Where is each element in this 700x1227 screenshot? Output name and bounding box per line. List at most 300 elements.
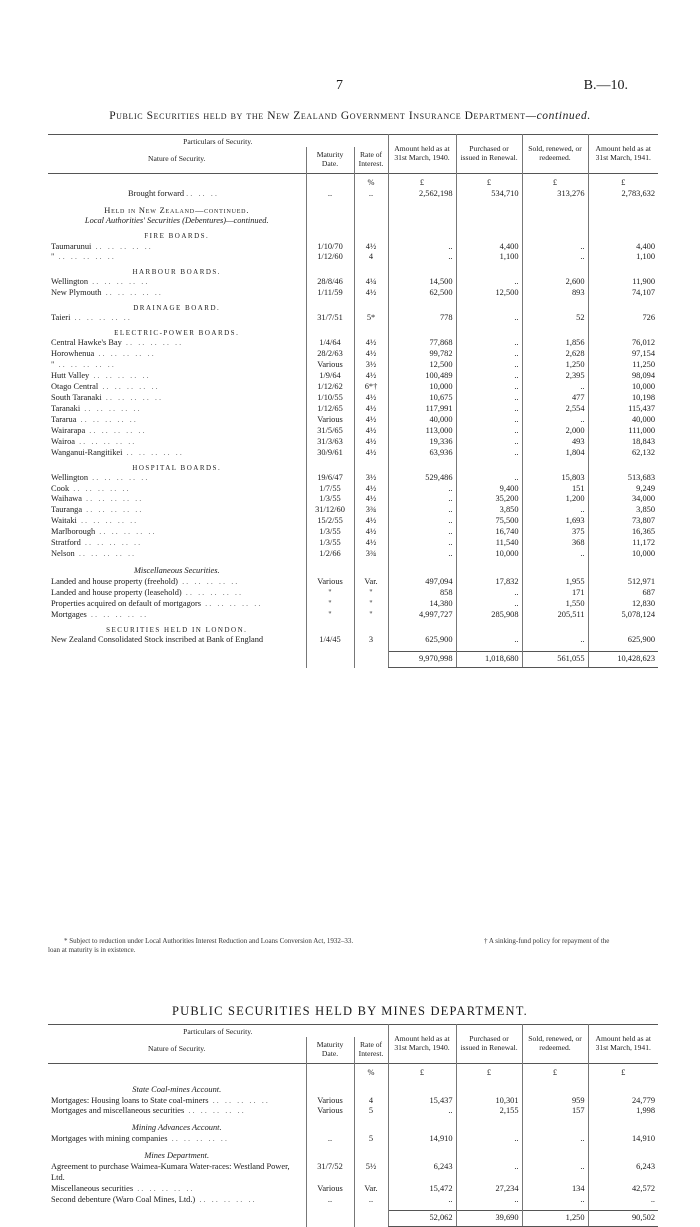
held-1941-cell: 115,437 (588, 404, 658, 415)
blank-cell (456, 1079, 522, 1096)
held-1940-cell: 99,782 (388, 349, 456, 360)
held-1941-cell: 111,000 (588, 426, 658, 437)
rate-cell: .. (354, 1195, 388, 1206)
security-name: Wairoa (51, 436, 75, 446)
held-1941-cell: 98,094 (588, 371, 658, 382)
held-1940-cell: .. (388, 549, 456, 560)
table-row (48, 404, 658, 415)
maturity-cell: 1/12/62 (306, 382, 354, 393)
table-row (48, 516, 658, 527)
rate-cell: 4½ (354, 404, 388, 415)
sold-cell: 2,395 (522, 371, 588, 382)
maturity-cell: 30/9/61 (306, 448, 354, 459)
table-row (48, 610, 658, 621)
blank-cell (306, 560, 354, 577)
held-1940-cell: 15,437 (388, 1096, 456, 1107)
security-name: Landed and house property (leasehold) (51, 587, 182, 597)
section-heading: Mines Department. (144, 1151, 210, 1161)
sold-cell: 493 (522, 437, 588, 448)
security-name-cell: Mortgages and miscellaneous securities .. .. .. .. .. (51, 1106, 246, 1116)
total-label-cell (48, 652, 306, 668)
purchased-cell: 9,400 (456, 484, 522, 495)
total-row (48, 1211, 658, 1227)
held-1940-unit: £ (388, 173, 456, 188)
security-name: Marlborough (51, 527, 96, 537)
blank-cell (388, 621, 456, 635)
blank-cell (456, 227, 522, 241)
blank-cell (588, 227, 658, 241)
sold-cell: 1,693 (522, 516, 588, 527)
security-name-cell: Properties acquired on default of mortgagors .. .. .. .. .. (51, 598, 263, 608)
security-name: Properties acquired on default of mortgagors (51, 598, 202, 608)
purchased-cell: .. (456, 635, 522, 646)
held-1941-cell: 11,250 (588, 360, 658, 371)
rate-cell: " (354, 588, 388, 599)
rate-cell: 5½ (354, 1162, 388, 1184)
group-heading: FIRE BOARDS. (144, 232, 210, 241)
brought-forward-sold: 313,276 (522, 189, 588, 200)
held-1940-cell: .. (388, 516, 456, 527)
blank-cell (522, 1079, 588, 1096)
sold-cell: .. (522, 635, 588, 646)
security-name-cell: Cook .. .. .. .. .. (51, 483, 131, 493)
maturity-cell: 31/12/60 (306, 505, 354, 516)
security-name-cell: Taranaki .. .. .. .. .. (51, 403, 142, 413)
security-name-cell: " .. .. .. .. .. (51, 360, 116, 370)
table-row (48, 277, 658, 288)
blank-cell (388, 1145, 456, 1162)
purchased-cell: 4,400 (456, 242, 522, 253)
total-held-1941: 10,428,623 (588, 652, 658, 668)
blank-cell (354, 621, 388, 635)
purchased-cell: .. (456, 393, 522, 404)
sold-cell: 477 (522, 393, 588, 404)
purchased-cell: .. (456, 448, 522, 459)
section-heading-row (48, 1117, 658, 1134)
security-name-cell: Otago Central .. .. .. .. .. (51, 382, 160, 392)
security-name-cell: South Taranaki .. .. .. .. .. (51, 393, 164, 402)
security-name: " (51, 360, 55, 370)
maturity-cell: Various (306, 1106, 354, 1117)
blank-cell (456, 459, 522, 473)
sold-cell: 1,550 (522, 599, 588, 610)
security-name: Tararua (51, 414, 77, 424)
sold-cell: .. (522, 252, 588, 263)
held-1940-cell: 497,094 (388, 577, 456, 588)
rate-cell: 4½ (354, 484, 388, 495)
maturity-cell: 1/10/70 (306, 242, 354, 253)
held-1941-cell: 11,900 (588, 277, 658, 288)
table-row (48, 252, 658, 263)
held-1941-header: Amount held as at 31st March, 1941. (588, 135, 658, 174)
sold-cell: 2,000 (522, 426, 588, 437)
blank-cell (354, 1211, 388, 1227)
security-name-cell: Wellington .. .. .. .. .. (51, 277, 150, 287)
blank-cell (388, 299, 456, 313)
security-name-cell: Landed and house property (freehold) .. .. .. .. .. (51, 576, 240, 586)
sold-header: Sold, renewed, or redeemed. (522, 135, 588, 174)
maturity-cell: 15/2/55 (306, 516, 354, 527)
maturity-cell: 31/7/51 (306, 313, 354, 324)
maturity-cell: 1/11/59 (306, 288, 354, 299)
purchased-cell: 27,234 (456, 1184, 522, 1195)
rate-cell: 5* (354, 313, 388, 324)
held-1941-cell: 10,000 (588, 549, 658, 560)
maturity-cell: " (306, 610, 354, 621)
maturity-cell: Various (306, 360, 354, 371)
section-heading: State Coal-mines Account. (132, 1084, 222, 1094)
held-1941-cell: 76,012 (588, 338, 658, 349)
blank-cell (388, 560, 456, 577)
held-1941-cell: 16,365 (588, 527, 658, 538)
security-name: Landed and house property (freehold) (51, 576, 178, 586)
purchased-cell: 35,200 (456, 494, 522, 505)
group-heading-row (48, 299, 658, 313)
footnote-star: * Subject to reduction under Local Authorities Interest Reduction and Loans Conversion Act, 1932–33. (64, 937, 354, 945)
security-name: Second debenture (Waro Coal Mines, Ltd.) (51, 1194, 196, 1204)
purchased-cell: .. (456, 437, 522, 448)
security-name-cell (48, 1162, 306, 1184)
sold-cell: 205,511 (522, 610, 588, 621)
table-row (48, 494, 658, 505)
blank-cell (354, 299, 388, 313)
blank-cell (306, 1079, 354, 1096)
held-1941-unit: £ (588, 173, 658, 188)
blank-cell (388, 1079, 456, 1096)
sold-cell: 134 (522, 1184, 588, 1195)
purchased-cell: .. (456, 382, 522, 393)
blank-cell (388, 263, 456, 277)
purchased-cell: .. (456, 277, 522, 288)
t2-sold-unit: £ (522, 1063, 588, 1078)
security-name: Nelson (51, 549, 75, 559)
rate-cell: 3½ (354, 360, 388, 371)
blank-cell (354, 1145, 388, 1162)
held-1940-cell: 14,910 (388, 1134, 456, 1145)
blank-cell (456, 621, 522, 635)
held-1940-cell: 62,500 (388, 288, 456, 299)
table-row (48, 1096, 658, 1107)
purchased-cell: .. (456, 473, 522, 484)
maturity-cell: 1/4/64 (306, 338, 354, 349)
brought-forward-held-1941: 2,783,632 (588, 189, 658, 200)
blank-cell (588, 1079, 658, 1096)
rate-cell: 4½ (354, 288, 388, 299)
table-row (48, 538, 658, 549)
held-1940-header: Amount held as at 31st March, 1940. (388, 135, 456, 174)
held-1940-cell: 113,000 (388, 426, 456, 437)
held-1940-cell: 10,000 (388, 382, 456, 393)
rate-cell: " (354, 610, 388, 621)
security-name-cell: Mortgages with mining companies .. .. .. .. .. (51, 1134, 229, 1144)
t2-purchased-header: Purchased or issued in Renewal. (456, 1025, 522, 1064)
held-1940-cell: .. (388, 252, 456, 263)
sold-unit: £ (522, 173, 588, 188)
held-1940-cell: 14,380 (388, 599, 456, 610)
blank-cell (354, 227, 388, 241)
purchased-cell: .. (456, 1162, 522, 1184)
blank-cell (588, 560, 658, 577)
blank-cell (588, 459, 658, 473)
maturity-cell: 1/12/60 (306, 252, 354, 263)
table-row (48, 1134, 658, 1145)
blank-cell (388, 227, 456, 241)
footnote-dagger-b: loan at maturity is in existence. (48, 946, 136, 954)
blank-cell (456, 1117, 522, 1134)
held-1940-cell: .. (388, 1195, 456, 1206)
security-name-cell: Horowhenua .. .. .. .. .. (51, 349, 156, 359)
security-name: Horowhenua (51, 349, 95, 359)
table-row (48, 448, 658, 459)
blank-cell (306, 324, 354, 338)
security-name: Wellington (51, 277, 89, 287)
table-row (48, 437, 658, 448)
held-1941-cell: 10,000 (588, 382, 658, 393)
held-1940-cell: 12,500 (388, 360, 456, 371)
t2-sold-header: Sold, renewed, or redeemed. (522, 1025, 588, 1064)
section-held-nz: Held in New Zealand—continued. (104, 205, 250, 215)
blank-cell (354, 560, 388, 577)
blank-cell (522, 299, 588, 313)
security-name: Taieri (51, 313, 71, 323)
purchased-cell: 11,540 (456, 538, 522, 549)
table-row (48, 338, 658, 349)
security-name: Taranaki (51, 403, 81, 413)
purchased-cell: .. (456, 313, 522, 324)
table-row (48, 549, 658, 560)
purchased-cell: .. (456, 599, 522, 610)
security-name: Mortgages and miscellaneous securities (51, 1106, 185, 1116)
security-name: Wairarapa (51, 425, 86, 435)
security-name: Hutt Valley (51, 371, 90, 381)
security-name-cell: Wairarapa .. .. .. .. .. (51, 425, 147, 435)
sold-cell: 959 (522, 1096, 588, 1107)
maturity-cell: 1/3/55 (306, 527, 354, 538)
blank-cell (388, 1117, 456, 1134)
purchased-unit: £ (456, 173, 522, 188)
group-heading: DRAINAGE BOARD. (133, 304, 221, 313)
group-heading-row (48, 324, 658, 338)
security-name: Cook (51, 483, 70, 493)
security-name: Miscellaneous securities (51, 1184, 134, 1194)
rate-cell: 4½ (354, 527, 388, 538)
maturity-cell: 1/2/66 (306, 549, 354, 560)
section-heading-row (48, 1079, 658, 1096)
blank-cell (306, 652, 354, 668)
sold-cell: 2,600 (522, 277, 588, 288)
held-1940-cell: 63,936 (388, 448, 456, 459)
security-name-cell: Waihawa .. .. .. .. .. (51, 494, 144, 504)
maturity-cell: 1/3/55 (306, 538, 354, 549)
t2-held-1940-header: Amount held as at 31st March, 1940. (388, 1025, 456, 1064)
table-row (48, 393, 658, 404)
t2-particulars-header: Particulars of Security. (183, 1027, 253, 1036)
held-1940-cell: .. (388, 494, 456, 505)
table-row (48, 635, 658, 646)
maturity-cell: 19/6/47 (306, 473, 354, 484)
maturity-cell: Various (306, 1184, 354, 1195)
rate-cell: 4½ (354, 242, 388, 253)
blank-cell (388, 324, 456, 338)
security-name: Mortgages: Housing loans to State coal-miners (51, 1095, 209, 1105)
held-1940-cell: 10,675 (388, 393, 456, 404)
total-sold: 1,250 (522, 1211, 588, 1227)
sold-cell: 157 (522, 1106, 588, 1117)
maturity-cell: 31/7/52 (306, 1162, 354, 1184)
held-1941-cell: 625,900 (588, 635, 658, 646)
purchased-cell: .. (456, 588, 522, 599)
rate-cell: 4¼ (354, 277, 388, 288)
blank-cell (354, 324, 388, 338)
maturity-cell: " (306, 599, 354, 610)
purchased-cell: .. (456, 415, 522, 426)
held-1941-cell: 74,107 (588, 288, 658, 299)
held-1940-cell: .. (388, 505, 456, 516)
table-row (48, 242, 658, 253)
held-1941-cell: 512,971 (588, 577, 658, 588)
blank-cell (456, 263, 522, 277)
security-name-cell: Tararua .. .. .. .. .. (51, 414, 138, 424)
blank-cell (388, 459, 456, 473)
sold-cell: 2,628 (522, 349, 588, 360)
security-name-cell: Taieri .. .. .. .. .. (51, 313, 132, 323)
table-row (48, 1162, 658, 1184)
security-name-cell: " .. .. .. .. .. (51, 252, 116, 262)
rate-cell: 4 (354, 1096, 388, 1107)
table1-title (0, 110, 700, 122)
rate-cell: 3¾ (354, 505, 388, 516)
security-name-cell: Second debenture (Waro Coal Mines, Ltd.) .. .. .. .. .. (51, 1194, 257, 1204)
sold-cell: 368 (522, 538, 588, 549)
table-row (48, 288, 658, 299)
maturity-cell: Various (306, 577, 354, 588)
purchased-cell: .. (456, 338, 522, 349)
held-1941-cell: 40,000 (588, 415, 658, 426)
insurance-securities-table (48, 134, 658, 668)
held-1940-cell: .. (388, 538, 456, 549)
held-1941-cell: 513,683 (588, 473, 658, 484)
maturity-cell: 31/3/63 (306, 437, 354, 448)
blank-cell (588, 299, 658, 313)
group-heading-row (48, 263, 658, 277)
t2-held-1940-unit: £ (388, 1063, 456, 1078)
security-name-cell: Stratford .. .. .. .. .. (51, 538, 143, 548)
held-1941-cell: 97,154 (588, 349, 658, 360)
sold-cell: 1,955 (522, 577, 588, 588)
table-row (48, 505, 658, 516)
maturity-cell: 1/4/45 (306, 635, 354, 646)
footnote-dagger-a: † A sinking-fund policy for repayment of the (484, 937, 610, 945)
blank-cell (588, 263, 658, 277)
security-name-cell: New Plymouth .. .. .. .. .. (51, 288, 163, 298)
total-purchased: 39,690 (456, 1211, 522, 1227)
held-1940-cell: .. (388, 484, 456, 495)
london-heading: SECURITIES HELD IN LONDON. (106, 625, 248, 634)
held-1940-cell: 14,500 (388, 277, 456, 288)
blank-cell (588, 324, 658, 338)
security-name: Central Hawke's Bay (51, 338, 122, 348)
held-1940-cell: .. (388, 527, 456, 538)
security-name-cell: Nelson .. .. .. .. .. (51, 549, 137, 559)
security-name: New Plymouth (51, 288, 102, 298)
sold-cell: 375 (522, 527, 588, 538)
sold-cell: .. (522, 1134, 588, 1145)
blank-cell (456, 324, 522, 338)
total-held-1941: 90,502 (588, 1211, 658, 1227)
security-name: Waitaki (51, 516, 77, 526)
security-name-cell: Mortgages .. .. .. .. .. (51, 609, 149, 619)
rate-cell: 3¾ (354, 549, 388, 560)
maturity-cell: 28/2/63 (306, 349, 354, 360)
rate-cell: 5 (354, 1106, 388, 1117)
security-name-cell: Wairoa .. .. .. .. .. (51, 436, 137, 446)
held-1940-cell: 625,900 (388, 635, 456, 646)
nature-header: Nature of Security. (148, 154, 206, 164)
blank-cell (354, 263, 388, 277)
maturity-cell: 28/8/46 (306, 277, 354, 288)
purchased-cell: 1,100 (456, 252, 522, 263)
table-row (48, 1184, 658, 1195)
rate-cell: Var. (354, 577, 388, 588)
mines-securities-table (48, 1024, 658, 1227)
t2-held-1941-unit: £ (588, 1063, 658, 1078)
table-row (48, 313, 658, 324)
sold-cell: 52 (522, 313, 588, 324)
maturity-cell: 1/9/64 (306, 371, 354, 382)
maturity-cell: Various (306, 1096, 354, 1107)
security-name: New Zealand Consolidated Stock inscribed at Bank of England (51, 634, 264, 644)
security-name-cell: Wanganui-Rangitikei .. .. .. .. .. (51, 447, 184, 457)
held-1941-cell: 24,779 (588, 1096, 658, 1107)
held-1940-cell: 4,997,727 (388, 610, 456, 621)
sold-cell: .. (522, 549, 588, 560)
sold-cell: .. (522, 1162, 588, 1184)
group-heading: HOSPITAL BOARDS. (132, 463, 222, 472)
security-name: Agreement to purchase Waimea-Kumara Water-races: Westland Power, Ltd. (51, 1162, 290, 1183)
blank-cell (306, 1117, 354, 1134)
sold-cell: 893 (522, 288, 588, 299)
maturity-header: Maturity Date. (306, 147, 354, 174)
purchased-cell: .. (456, 349, 522, 360)
sold-cell: .. (522, 242, 588, 253)
rate-cell: 4½ (354, 538, 388, 549)
brought-forward-maturity: .. (306, 189, 354, 200)
london-heading-row (48, 621, 658, 635)
sold-cell: .. (522, 382, 588, 393)
security-name-cell: Taumarunui .. .. .. .. .. (51, 241, 153, 251)
held-1941-cell: 62,132 (588, 448, 658, 459)
security-name: Wellington (51, 472, 89, 482)
blank-cell (306, 227, 354, 241)
purchased-cell: 3,850 (456, 505, 522, 516)
table-row (48, 1106, 658, 1117)
blank-cell (354, 652, 388, 668)
held-1941-cell: 14,910 (588, 1134, 658, 1145)
held-1941-cell: 9,249 (588, 484, 658, 495)
purchased-cell: .. (456, 1195, 522, 1206)
held-1940-cell: 117,991 (388, 404, 456, 415)
group-heading-row (48, 227, 658, 241)
table-row (48, 371, 658, 382)
table-row (48, 349, 658, 360)
blank-cell (456, 1145, 522, 1162)
page-number: 7 (336, 78, 343, 93)
misc-heading: Miscellaneous Securities. (133, 566, 220, 575)
held-1940-cell: 100,489 (388, 371, 456, 382)
rate-header: Rate of Interest. (354, 147, 388, 174)
security-name: Waihawa (51, 494, 82, 504)
group-heading-row (48, 459, 658, 473)
